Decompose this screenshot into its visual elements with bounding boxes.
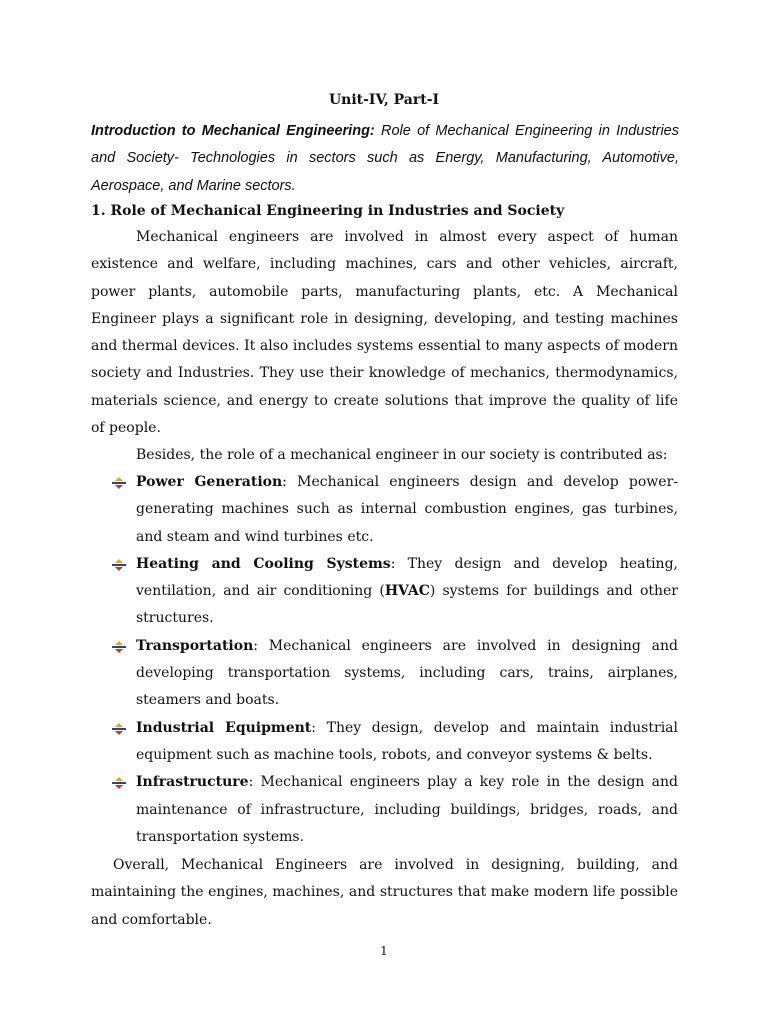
arrow-bullet-icon	[112, 641, 126, 653]
arrow-bullet-icon	[112, 777, 126, 789]
list-item-term: Infrastructure	[136, 774, 249, 791]
intro-paragraph	[91, 118, 679, 200]
list-item	[112, 469, 678, 551]
list-item-term: Industrial Equipment	[136, 719, 312, 736]
list-intro: Besides, the role of a mechanical engineer in our society is contributed as:	[136, 447, 668, 463]
list-item	[112, 769, 678, 851]
page-number: 1	[380, 944, 388, 958]
list-item-term: Heating and Cooling Systems	[136, 555, 391, 572]
list-item	[112, 715, 678, 770]
hvac-abbreviation: HVAC	[384, 583, 430, 600]
list-item-text-end: ) systems for buildings and other structures.	[136, 583, 678, 627]
list-item	[112, 633, 678, 715]
list-item-text: : They design and develop heating, ventilation, and air conditioning (	[136, 555, 678, 600]
list-item-text: : Mechanical engineers design and develop power-generating machines such as internal combustion engines, gas turbines, and steam and wind turbines etc.	[136, 474, 678, 545]
list-item-text: : They design, develop and maintain industrial equipment such as machine tools, robots, and conveyor systems & belts.	[136, 719, 678, 763]
arrow-bullet-icon	[112, 477, 126, 489]
list-item-text: : Mechanical engineers play a key role in the design and maintenance of infrastructure, including buildings, bridges, roads, and transportation systems.	[136, 774, 678, 845]
intro-label: Introduction to Mechanical Engineering:	[91, 123, 375, 139]
section-heading: 1. Role of Mechanical Engineering in Industries and Society	[91, 203, 565, 219]
closing-paragraph: Overall, Mechanical Engineers are involved in designing, building, and maintaining the engines, machines, and structures that make modern life possible and comfortable.	[91, 857, 678, 928]
list-item-text: : Mechanical engineers are involved in designing and developing transportation systems, including cars, trains, airplanes, steamers and boats.	[136, 637, 678, 709]
intro-text: Role of Mechanical Engineering in Industries and Society- Technologies in sectors such as Energy, Manufacturing, Automotive, Aerospace, and Marine sectors.	[91, 123, 679, 194]
role-list	[112, 469, 678, 851]
list-item	[112, 551, 678, 633]
list-item-term: Transportation	[136, 637, 254, 654]
list-item-term: Power Generation	[136, 474, 283, 490]
arrow-bullet-icon	[112, 559, 126, 571]
arrow-bullet-icon	[112, 723, 126, 735]
unit-title: Unit-IV, Part-I	[328, 92, 440, 108]
body-paragraph: Mechanical engineers are involved in almost every aspect of human existence and welfare, including machines, cars and other vehicles, aircraft, power plants, automobile parts, manufacturing plants, etc. A Mechanical Engineer plays a significant role in designing, developing, and testing machines and thermal devices. It also includes systems essential to many aspects of modern society and Industries. They use their knowledge of mechanics, thermodynamics, materials science, and energy to create solutions that improve the quality of life of people.	[91, 229, 678, 437]
